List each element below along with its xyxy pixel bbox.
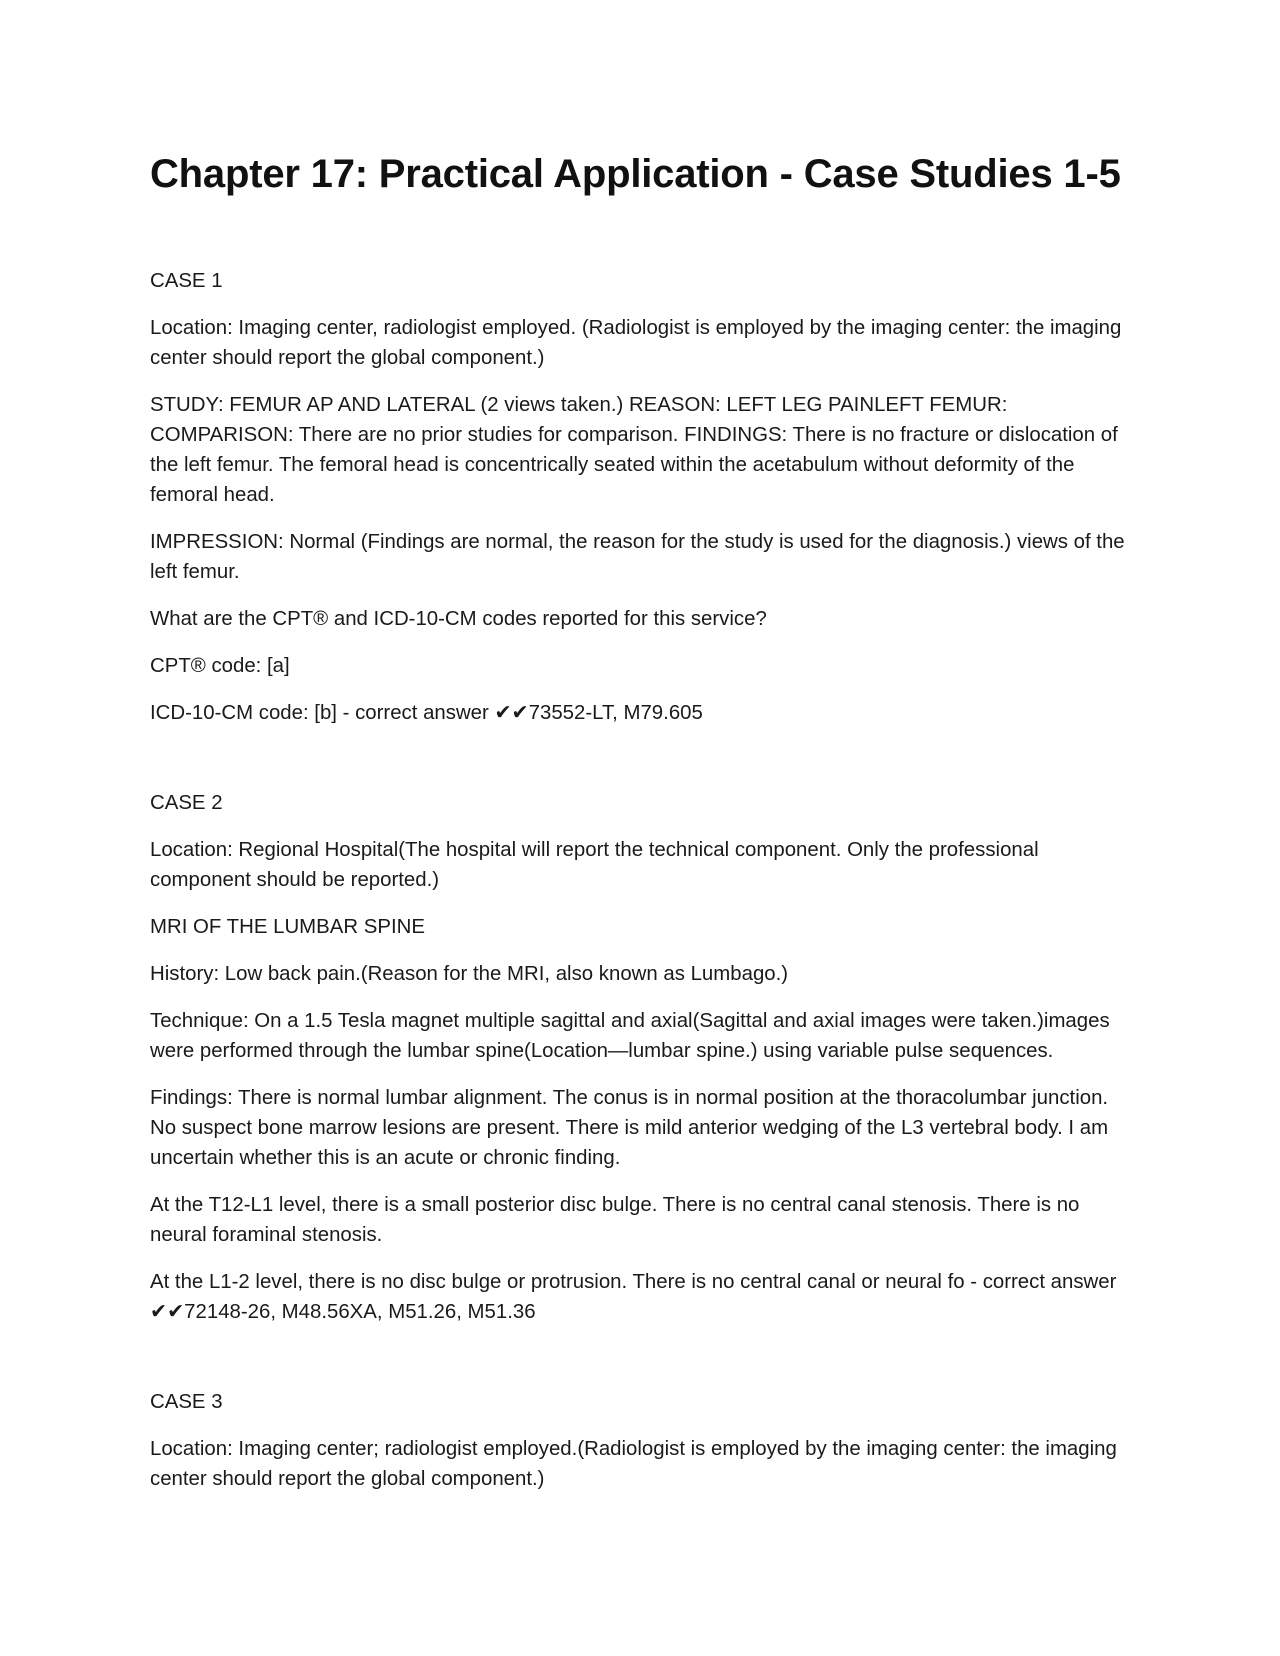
case-2-answer: At the L1-2 level, there is no disc bulge or protrusion. There is no central canal or neural fo - correct answer ✔✔72148-26, M48.56XA, M51.26, M51.36 xyxy=(150,1271,1117,1323)
case-1-cpt-code: CPT® code: [a] xyxy=(150,655,290,677)
case-2-findings: Findings: There is normal lumbar alignment. The conus is in normal position at the thoracolumbar junction. No suspect bone marrow lesions are present. There is mild anterior wedging of the L3 vertebral body. I am uncertain whether this is an acute or chronic finding. xyxy=(150,1087,1109,1169)
document-body xyxy=(150,150,1130,1511)
case-2-history: History: Low back pain.(Reason for the MRI, also known as Lumbago.) xyxy=(150,963,789,985)
case-heading: CASE 3 xyxy=(150,1391,223,1413)
case-2-t12-l1: At the T12-L1 level, there is a small posterior disc bulge. There is no central canal stenosis. There is no neural foraminal stenosis. xyxy=(150,1194,1080,1246)
case-heading: CASE 1 xyxy=(150,270,223,292)
case-2-section xyxy=(150,788,1130,1327)
case-3-section xyxy=(150,1387,1130,1494)
case-1-answer: ICD-10-CM code: [b] - correct answer ✔✔73552-LT, M79.605 xyxy=(150,702,703,724)
case-3-location: Location: Imaging center; radiologist employed.(Radiologist is employed by the imaging center: the imaging center should report the global component.) xyxy=(150,1438,1117,1490)
page-title: Chapter 17: Practical Application - Case Studies 1-5 xyxy=(150,152,1121,196)
case-1-question: What are the CPT® and ICD-10-CM codes reported for this service? xyxy=(150,608,767,630)
case-1-study: STUDY: FEMUR AP AND LATERAL (2 views taken.) REASON: LEFT LEG PAINLEFT FEMUR: COMPARISON: There are no prior studies for comparison. FINDINGS: There is no fracture or dislocation of the left femur. The femoral head is concentrically seated within the acetabulum without deformity of the femoral head. xyxy=(150,394,1118,506)
case-heading: CASE 2 xyxy=(150,792,223,814)
case-2-study: MRI OF THE LUMBAR SPINE xyxy=(150,916,425,938)
case-1-location: Location: Imaging center, radiologist employed. (Radiologist is employed by the imaging center: the imaging center should report the global component.) xyxy=(150,317,1122,369)
case-1-impression: IMPRESSION: Normal (Findings are normal, the reason for the study is used for the diagnosis.) views of the left femur. xyxy=(150,531,1125,583)
case-1-section xyxy=(150,266,1130,728)
case-2-technique: Technique: On a 1.5 Tesla magnet multiple sagittal and axial(Sagittal and axial images were taken.)images were performed through the lumbar spine(Location—lumbar spine.) using variable pulse sequences. xyxy=(150,1010,1110,1062)
case-2-location: Location: Regional Hospital(The hospital will report the technical component. Only the professional component should be reported.) xyxy=(150,839,1039,891)
